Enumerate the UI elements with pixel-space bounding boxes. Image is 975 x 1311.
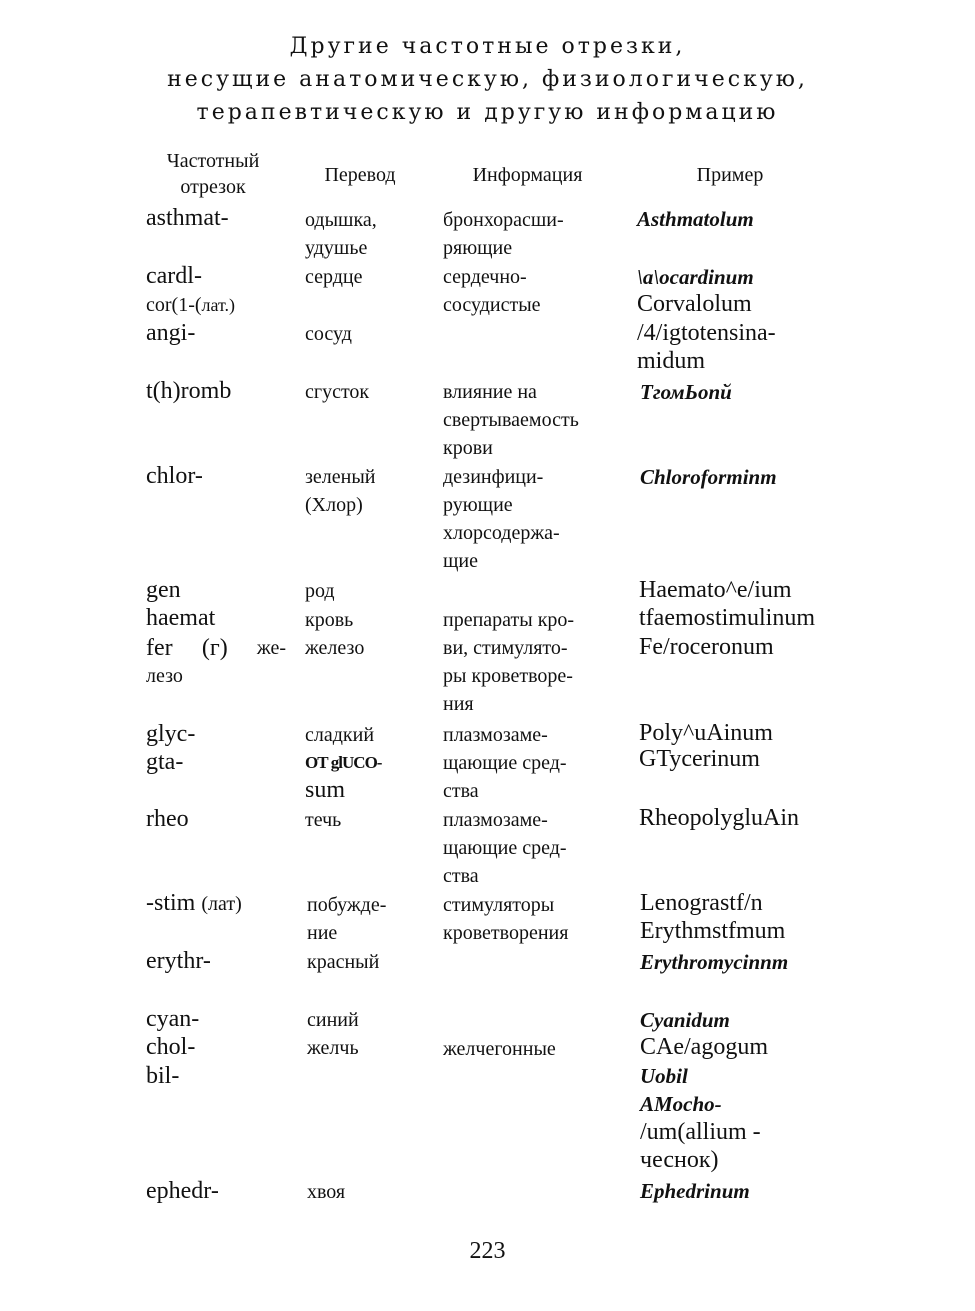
example-chol: CAe/agogum — [640, 1034, 768, 1060]
segment-cor — [146, 291, 235, 319]
info-gta — [443, 749, 567, 805]
example-chlor: Chloroforminm — [640, 465, 777, 489]
segment-fer-word: fer — [146, 635, 173, 661]
translation-cyan: синий — [307, 1009, 359, 1031]
info-cardl — [443, 263, 541, 319]
translation-line: удушье — [305, 237, 368, 259]
info-line: ви, стимулято- — [443, 637, 568, 659]
segment-ephedr: ephedr- — [146, 1178, 219, 1204]
info-haemat: препараты кро- — [443, 609, 575, 631]
example-rheo: RheopolygluAin — [639, 805, 799, 831]
info-line: сосудистые — [443, 294, 541, 316]
page-title — [0, 30, 975, 129]
translation-erythr: красный — [307, 951, 380, 973]
translation-line: sum — [305, 777, 346, 803]
info-line: хлорсодержа- — [443, 522, 560, 544]
segment-haemat: haemat — [146, 605, 216, 631]
example-cardl: \a\ocardinum — [637, 265, 754, 289]
example-line: /um(allium - — [640, 1119, 761, 1145]
info-line: сердечно- — [443, 266, 527, 288]
info-line: плазмозаме- — [443, 809, 548, 831]
info-line: влияние на — [443, 381, 537, 403]
example-glyc: Poly^uAinum — [639, 720, 773, 746]
segment-fer-word: (г) — [201, 635, 228, 661]
segment-cyan: cyan- — [146, 1006, 200, 1032]
info-line: ния — [443, 693, 474, 715]
title-line-2: несущие анатомическую, физиологическую, — [167, 67, 808, 92]
info-chlor — [443, 463, 560, 575]
info-line: крови — [443, 437, 493, 459]
info-line: бронхорасши- — [443, 209, 564, 231]
title-line-1: Другие частотные отрезки, — [289, 34, 686, 59]
example-cyan: Cyanidum — [640, 1008, 730, 1032]
header-example: Пример — [696, 164, 764, 186]
page-number: 223 — [469, 1238, 506, 1264]
segment-glyc: glyc- — [146, 721, 196, 747]
segment-cardl: cardl- — [146, 263, 202, 289]
segment-angi: angi- — [146, 320, 196, 346]
example-erythr: Erythromycinnm — [640, 950, 789, 974]
info-line: щающие сред- — [443, 752, 567, 774]
translation-chlor — [305, 463, 375, 519]
example-line: чеснок) — [640, 1147, 719, 1173]
info-line: ства — [443, 780, 479, 802]
info-line: щие — [443, 550, 478, 572]
segment-fer-line-1 — [146, 634, 286, 662]
segment-cor-note: лат.) — [201, 295, 236, 315]
translation-fer: железо — [305, 637, 365, 659]
segment-erythr: erythr- — [146, 948, 211, 974]
segment-chlor: chlor- — [146, 463, 203, 489]
translation-angi: сосуд — [305, 323, 352, 345]
info-stim — [443, 891, 568, 947]
segment-stim-note: (лат) — [201, 893, 242, 915]
header-segment-line-2: отрезок — [180, 176, 246, 198]
info-glyc: плазмозаме- — [443, 724, 548, 746]
example-angi — [637, 319, 776, 375]
info-line: ряющие — [443, 237, 513, 259]
example-line: Erythmstfmum — [640, 918, 786, 944]
info-line: дезинфици- — [443, 466, 544, 488]
header-segment-line-1: Частотный — [166, 150, 260, 172]
translation-line: зеленый — [305, 466, 376, 488]
example-bil — [640, 1062, 761, 1174]
segment-fer-word: же- — [256, 637, 286, 659]
example-stim — [640, 889, 785, 945]
info-line: ры кроветворе- — [443, 665, 573, 687]
example-gen: Haemato^e/ium — [639, 577, 792, 603]
translation-line: ОТ glUCO- — [305, 753, 382, 772]
example-line: midum — [637, 348, 706, 374]
example-line: Lenograstf/n — [640, 890, 763, 916]
translation-line: побужде- — [307, 894, 387, 916]
translation-chol: желчь — [307, 1037, 359, 1059]
info-line: щающие сред- — [443, 837, 567, 859]
example-thromb: ТгомЬоnй — [640, 380, 732, 404]
translation-haemat: кровь — [305, 609, 354, 631]
info-line: кроветворения — [443, 922, 569, 944]
info-asthmat — [443, 206, 564, 262]
example-cor: Corvalolum — [637, 291, 752, 317]
info-fer — [443, 634, 573, 718]
segment-stim-main: -stim — [146, 890, 202, 916]
translation-line: одышка, — [305, 209, 377, 231]
segment-stim — [146, 889, 242, 918]
example-gta: GTycerinum — [639, 746, 760, 772]
info-rheo — [443, 806, 567, 890]
example-fer: Fe/roceronum — [639, 634, 774, 660]
segment-cor-main: cor(1-( — [146, 294, 202, 316]
translation-glyc: сладкий — [305, 724, 375, 746]
segment-fer — [146, 634, 286, 690]
segment-thromb: t(h)romb — [146, 378, 232, 404]
example-asthmat: Asthmatolum — [637, 207, 754, 231]
segment-chol: chol- — [146, 1034, 196, 1060]
title-line-3: терапевтическую и другую информацию — [196, 100, 779, 125]
example-line: /4/igtotensina- — [637, 320, 776, 346]
info-line: рующие — [443, 494, 513, 516]
segment-asthmat: asthmat- — [146, 205, 229, 231]
info-line: свертываемость — [443, 409, 579, 431]
translation-cardl: сердце — [305, 266, 363, 288]
info-thromb — [443, 378, 579, 462]
info-chol: желчегонные — [443, 1038, 556, 1060]
translation-line: (Хлор) — [305, 494, 363, 516]
translation-thromb: сгусток — [305, 381, 370, 403]
translation-stim — [307, 891, 386, 947]
info-line: ства — [443, 865, 479, 887]
segment-rheo: rheo — [146, 806, 189, 832]
translation-rheo: течь — [305, 809, 342, 831]
translation-gen: род — [305, 580, 335, 602]
segment-gen: gen — [146, 577, 181, 603]
segment-bil: bil- — [146, 1063, 180, 1089]
segment-gta: gta- — [146, 749, 184, 775]
info-line: стимуляторы — [443, 894, 555, 916]
segment-fer-line-2: лезо — [146, 665, 183, 687]
header-info: Информация — [472, 164, 583, 186]
example-haemat: tfaemostimulinum — [639, 605, 815, 631]
translation-gta — [305, 749, 381, 803]
header-translation: Перевод — [324, 164, 396, 186]
example-line: AMocho- — [640, 1092, 722, 1116]
header-segment — [143, 148, 283, 200]
example-line: Uobil — [640, 1064, 688, 1088]
translation-asthmat — [305, 206, 377, 262]
example-ephedr: Ephedrinum — [640, 1179, 750, 1203]
translation-line: ние — [307, 922, 338, 944]
translation-ephedr: хвоя — [307, 1181, 346, 1203]
